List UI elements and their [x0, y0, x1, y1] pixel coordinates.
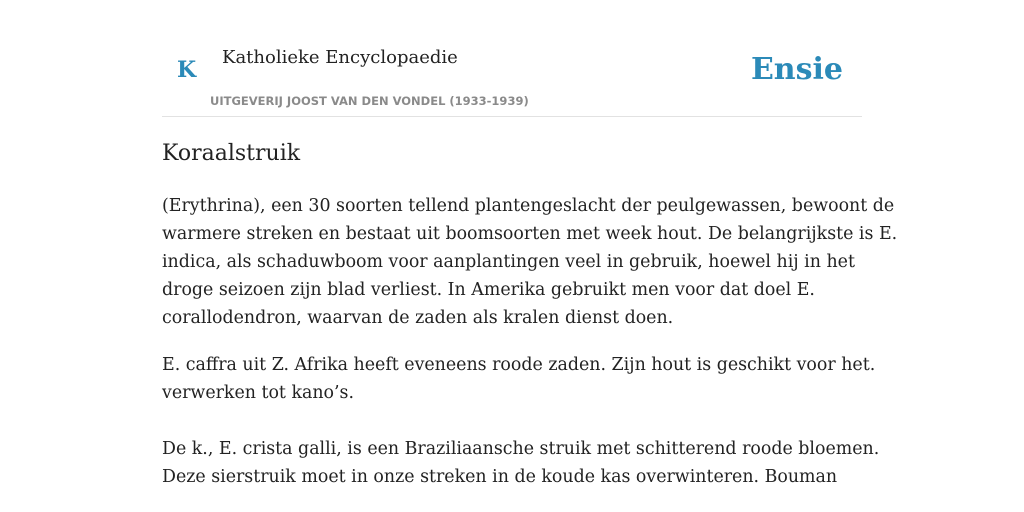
paragraph-line: Deze sierstruik moet in onze streken in de koude kas overwinteren. Bouman — [162, 467, 838, 487]
article-paragraph — [162, 435, 880, 491]
publication-title[interactable]: Katholieke Encyclopaedie — [222, 47, 458, 68]
publication-logo: K — [177, 57, 197, 83]
paragraph-line: warmere streken en bestaat uit boomsoorten met week hout. De belangrijkste is E. — [162, 224, 898, 244]
paragraph-line: indica, als schaduwboom voor aanplantingen veel in gebruik, hoewel hij in het — [162, 252, 855, 272]
paragraph-line: corallodendron, waarvan de zaden als kralen dienst doen. — [162, 308, 674, 328]
site-header — [162, 0, 862, 117]
article-paragraph — [162, 192, 898, 332]
paragraph-line: De k., E. crista galli, is een Braziliaansche struik met schitterend roode bloemen. — [162, 439, 880, 459]
publisher-subtitle: UITGEVERIJ JOOST VAN DEN VONDEL (1933-1939) — [210, 94, 529, 108]
article-paragraph — [162, 351, 876, 407]
paragraph-line: droge seizoen zijn blad verliest. In Amerika gebruikt men voor dat doel E. — [162, 280, 815, 300]
article-title: Koraalstruik — [162, 141, 301, 166]
ensie-brand-logo[interactable]: Ensie — [750, 52, 843, 87]
paragraph-line: E. caffra uit Z. Afrika heeft eveneens roode zaden. Zijn hout is geschikt voor het. — [162, 355, 876, 375]
paragraph-line: (Erythrina), een 30 soorten tellend plantengeslacht der peulgewassen, bewoont de — [162, 196, 895, 216]
paragraph-line: verwerken tot kano’s. — [162, 383, 355, 403]
